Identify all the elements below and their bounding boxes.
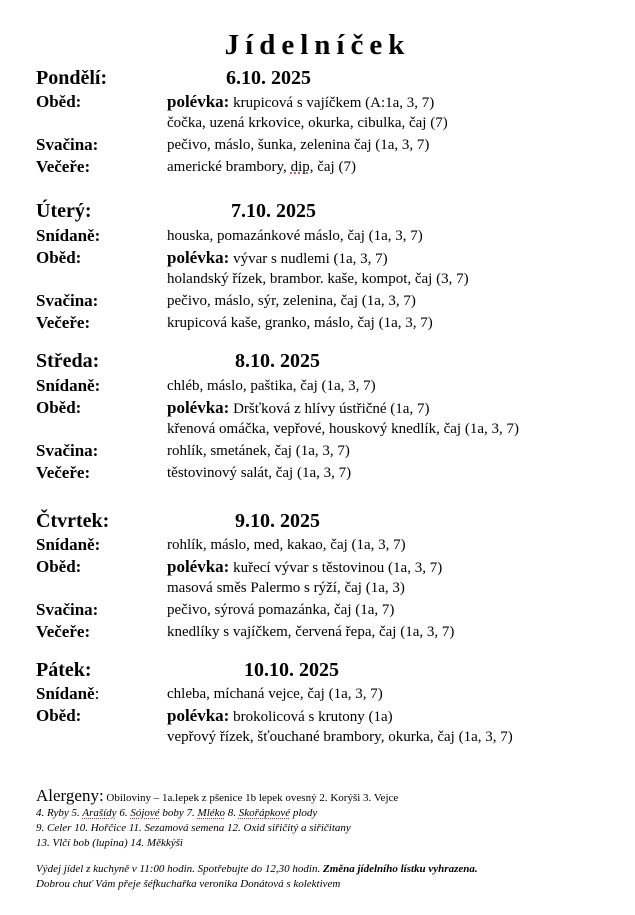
day-date: 9.10. 2025 bbox=[235, 510, 320, 532]
spellcheck-word: dip bbox=[290, 159, 310, 175]
meal-label-breakfast: Snídaně: bbox=[36, 376, 101, 395]
allergens-line-1 bbox=[36, 786, 399, 805]
allergens-text: Obiloviny – 1a.lepek z pšenice 1b lepek ovesný 2. Korýši 3. Vejce bbox=[103, 792, 399, 804]
allergen-text: 6. bbox=[116, 807, 131, 819]
allergen-text: 4. Ryby 5. bbox=[36, 807, 83, 819]
note-bold-text: Změna jídelního lístku vyhrazena. bbox=[322, 863, 478, 875]
spellcheck-word: Sójové bbox=[130, 807, 160, 819]
spellcheck-word: Arašídy bbox=[82, 807, 117, 819]
meal-breakfast: houska, pomazánkové máslo, čaj (1a, 3, 7) bbox=[167, 228, 423, 244]
day-name: Úterý: bbox=[36, 200, 92, 222]
page-title: Jídelníček bbox=[224, 29, 411, 61]
spellcheck-word: Skořápkové bbox=[238, 807, 291, 819]
day-date: 7.10. 2025 bbox=[231, 200, 316, 222]
meal-main: křenová omáčka, vepřové, houskový knedlík, čaj (1a, 3, 7) bbox=[167, 421, 519, 437]
meal-main: čočka, uzená krkovice, okurka, cibulka, čaj (7) bbox=[167, 115, 448, 131]
day-name: Čtvrtek: bbox=[36, 510, 110, 532]
soup-text: brokolicová s krutony (1a) bbox=[233, 709, 393, 725]
meal-label-breakfast: Snídaně: bbox=[36, 535, 101, 554]
soup-label: polévka: bbox=[167, 706, 230, 725]
soup-text: Dršťková z hlívy ústřičné (1a, 7) bbox=[233, 401, 430, 417]
meal-main: holandský řízek, brambor. kaše, kompot, čaj (3, 7) bbox=[167, 271, 469, 287]
meal-snack: rohlík, smetánek, čaj (1a, 3, 7) bbox=[167, 443, 350, 459]
meal-label-dinner: Večeře: bbox=[36, 157, 91, 176]
meal-label-snack: Svačina: bbox=[36, 600, 99, 619]
meal-label-dinner: Večeře: bbox=[36, 313, 91, 332]
meal-breakfast: chléb, máslo, paštika, čaj (1a, 3, 7) bbox=[167, 378, 376, 394]
note-line-1 bbox=[36, 862, 478, 876]
meal-soup bbox=[167, 557, 442, 578]
day-date: 8.10. 2025 bbox=[235, 350, 320, 372]
note-text: Výdej jídel z kuchyně v 11:00 hodin. Spotřebujte do 12,30 hodin. bbox=[36, 863, 323, 875]
meal-snack: pečivo, sýrová pomazánka, čaj (1a, 7) bbox=[167, 602, 395, 618]
meal-label-breakfast bbox=[36, 684, 99, 704]
meal-label-breakfast: Snídaně: bbox=[36, 226, 101, 245]
meal-label-lunch: Oběd: bbox=[36, 557, 82, 576]
meal-label-lunch: Oběd: bbox=[36, 248, 82, 267]
allergens-line-4: 13. Vlčí bob (lupina) 14. Měkkýši bbox=[36, 837, 183, 849]
day-name: Středa: bbox=[36, 350, 100, 372]
meal-main: masová směs Palermo s rýží, čaj (1a, 3) bbox=[167, 580, 405, 596]
spellcheck-word: Mléko bbox=[197, 807, 226, 819]
soup-text: vývar s nudlemi (1a, 3, 7) bbox=[233, 251, 388, 267]
soup-text: krupicová s vajíčkem (A:1a, 3, 7) bbox=[229, 95, 435, 111]
meal-snack: pečivo, máslo, šunka, zelenina čaj (1a, 3, 7) bbox=[167, 137, 430, 153]
day-date: 6.10. 2025 bbox=[226, 67, 311, 89]
day-date: 10.10. 2025 bbox=[244, 659, 339, 681]
meal-soup bbox=[167, 706, 393, 727]
meal-label-lunch: Oběd: bbox=[36, 398, 82, 417]
breakfast-label-text: Snídaně bbox=[36, 684, 95, 703]
meal-label-lunch: Oběd: bbox=[36, 706, 82, 725]
meal-dinner bbox=[167, 157, 356, 177]
meal-breakfast: chleba, míchaná vejce, čaj (1a, 3, 7) bbox=[167, 686, 383, 702]
meal-dinner: těstovinový salát, čaj (1a, 3, 7) bbox=[167, 465, 352, 481]
meal-soup bbox=[167, 92, 434, 113]
soup-label: polévka: bbox=[167, 557, 230, 576]
meal-soup bbox=[167, 398, 429, 419]
note-line-2: Dobrou chuť Vám přeje šéfkuchařka veronika Donátová s kolektivem bbox=[36, 878, 341, 890]
soup-label: polévka: bbox=[167, 248, 230, 267]
breakfast-label-colon: : bbox=[94, 684, 100, 703]
meal-main: vepřový řízek, šťouchané brambory, okurka, čaj (1a, 3, 7) bbox=[167, 729, 513, 745]
day-name: Pondělí: bbox=[36, 67, 108, 89]
soup-text: kuřecí vývar s těstovinou (1a, 3, 7) bbox=[233, 560, 443, 576]
meal-label-snack: Svačina: bbox=[36, 135, 99, 154]
soup-label: polévka: bbox=[167, 92, 230, 111]
meal-snack: pečivo, máslo, sýr, zelenina, čaj (1a, 3, 7) bbox=[167, 293, 416, 309]
day-name: Pátek: bbox=[36, 659, 92, 681]
meal-label-dinner: Večeře: bbox=[36, 622, 91, 641]
meal-label-snack: Svačina: bbox=[36, 441, 99, 460]
meal-dinner: knedlíky s vajíčkem, červená řepa, čaj (1a, 3, 7) bbox=[167, 624, 455, 640]
allergens-line-3: 9. Celer 10. Hořčice 11. Sezamová semena 12. Oxid siřičitý a siřičitany bbox=[36, 822, 351, 834]
meal-dinner: krupicová kaše, granko, máslo, čaj (1a, 3, 7) bbox=[167, 315, 433, 331]
meal-breakfast: rohlík, máslo, med, kakao, čaj (1a, 3, 7) bbox=[167, 537, 406, 553]
allergens-label: Alergeny: bbox=[36, 786, 104, 805]
dinner-text-end: , čaj (7) bbox=[309, 159, 356, 175]
soup-label: polévka: bbox=[167, 398, 230, 417]
dinner-text: americké brambory, bbox=[167, 159, 291, 175]
allergen-text: plody bbox=[290, 807, 318, 819]
meal-label-snack: Svačina: bbox=[36, 291, 99, 310]
meal-soup bbox=[167, 248, 388, 269]
allergen-text: 8. bbox=[225, 807, 239, 819]
meal-label-lunch: Oběd: bbox=[36, 92, 82, 111]
allergen-text: boby 7. bbox=[159, 807, 198, 819]
meal-label-dinner: Večeře: bbox=[36, 463, 91, 482]
allergens-line-2 bbox=[36, 806, 317, 820]
